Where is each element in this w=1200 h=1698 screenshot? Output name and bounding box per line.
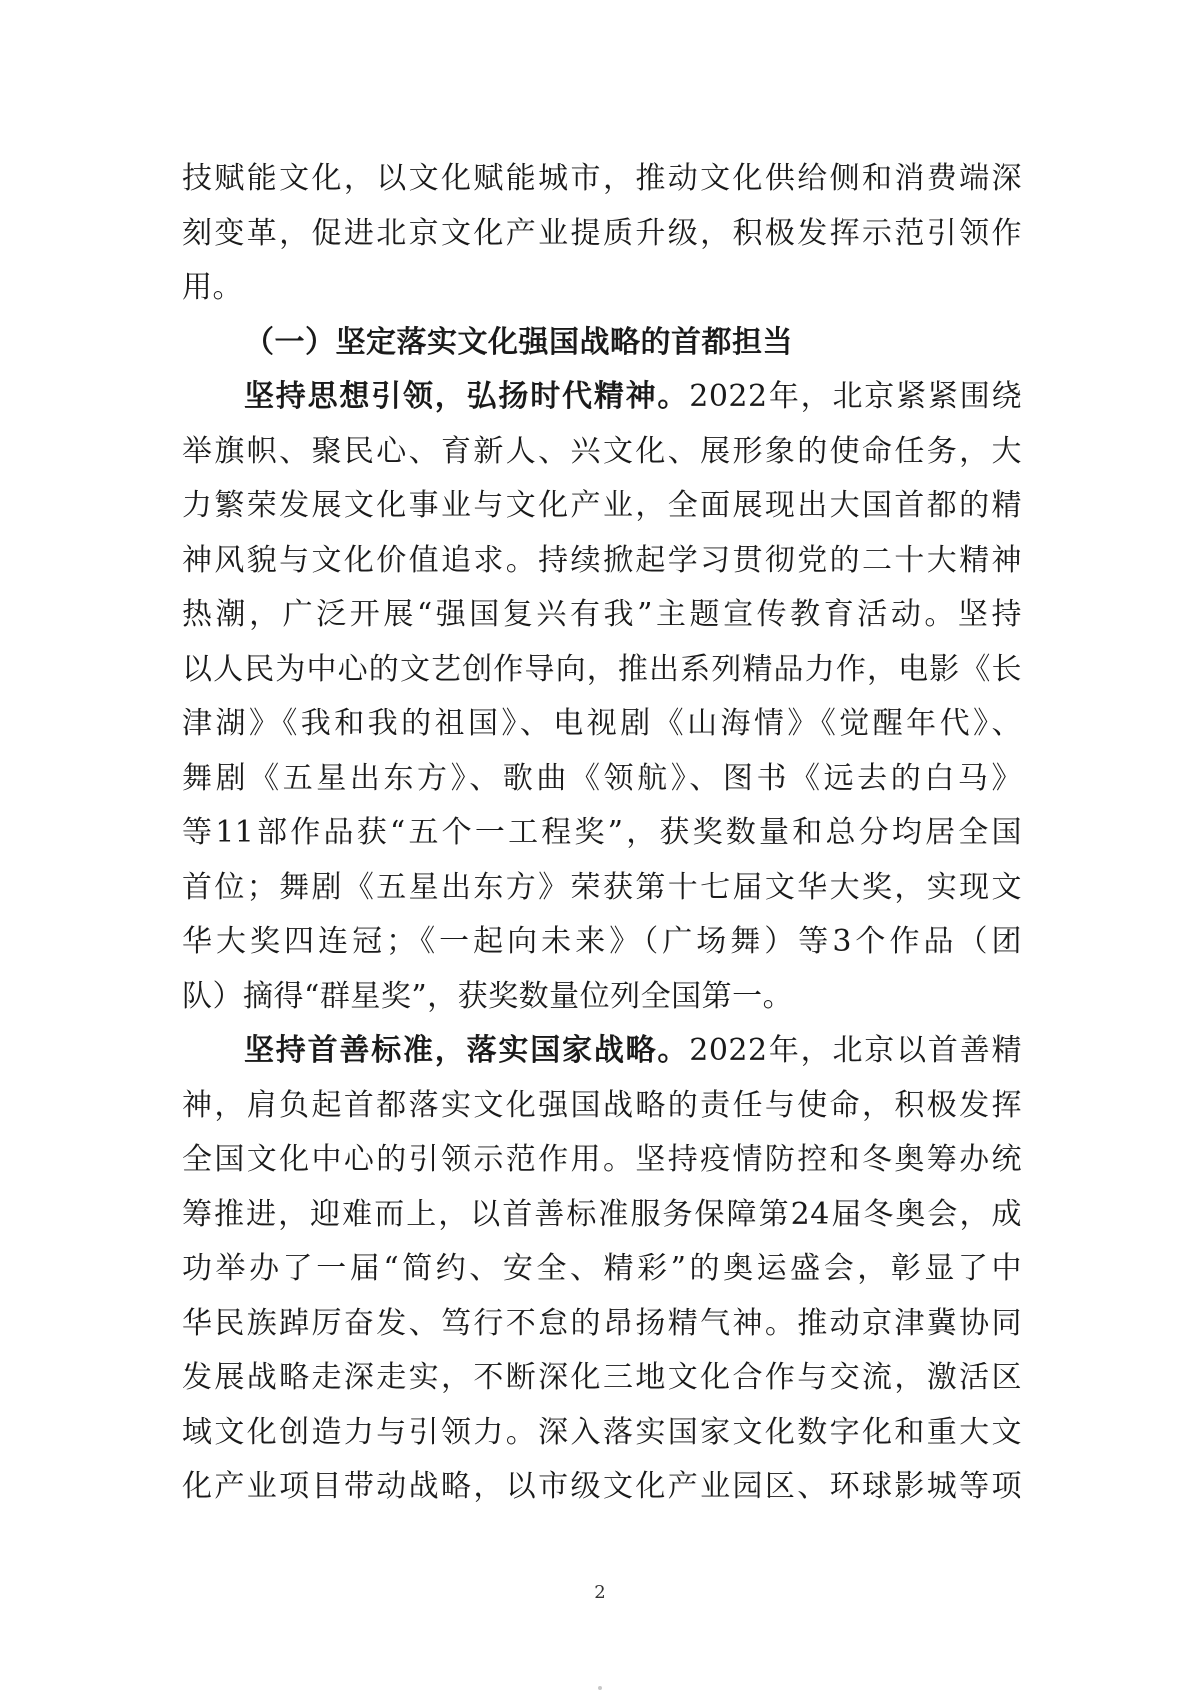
paragraph2-line: 全国文化中心的引领示范作用。坚持疫情防控和冬奥筹办统: [182, 1142, 1022, 1177]
paragraph1-line: 津湖》《我和我的祖国》、电视剧《山海情》《觉醒年代》、: [182, 706, 1022, 741]
paragraph1-line: 举旗帜、聚民心、育新人、兴文化、展形象的使命任务，大: [182, 433, 1022, 469]
paragraph1-line: 华大奖四连冠；《一起向未来》（广场舞）等3个作品（团: [182, 924, 1022, 959]
paragraph2-line: 域文化创造力与引领力。深入落实国家文化数字化和重大文: [182, 1414, 1022, 1450]
intro-line-3: 用。: [182, 270, 243, 305]
intro-line-2: 刻变革，促进北京文化产业提质升级，积极发挥示范引领作: [182, 215, 1022, 251]
paragraph1-line: 以人民为中心的文艺创作导向，推出系列精品力作，电影《长: [182, 651, 1022, 687]
paragraph2-line: 化产业项目带动战略，以市级文化产业园区、环球影城等项: [182, 1469, 1022, 1504]
paragraph1-line: 舞剧《五星出东方》、歌曲《领航》、图书《远去的白马》: [182, 760, 1022, 796]
paragraph1-line: 首位；舞剧《五星出东方》荣获第十七届文华大奖，实现文: [182, 869, 1022, 905]
paragraph2-lead: 坚持首善标准，落实国家战略。: [244, 1033, 690, 1068]
paragraph1-line: 等11部作品获“五个一工程奖”，获奖数量和总分均居全国: [182, 815, 1022, 850]
paragraph1-line: 神风貌与文化价值追求。持续掀起学习贯彻党的二十大精神: [182, 542, 1022, 578]
section-heading: （一）坚定落实文化强国战略的首都担当: [244, 324, 793, 360]
scroll-indicator-dot: [598, 1686, 602, 1690]
paragraph2-line: 功举办了一届“简约、安全、精彩”的奥运盛会，彰显了中: [182, 1251, 1022, 1286]
page-number: 2: [594, 1582, 606, 1603]
paragraph1-lead: 坚持思想引领，弘扬时代精神。: [244, 379, 690, 414]
paragraph2-line: 华民族踔厉奋发、笃行不怠的昂扬精气神。推动京津冀协同: [182, 1305, 1022, 1341]
paragraph1-line: 热潮，广泛开展“强国复兴有我”主题宣传教育活动。坚持: [182, 597, 1022, 632]
paragraph2-first-line: [182, 1024, 1022, 1079]
paragraph2-first-line-text: 2022年，北京以首善精: [689, 1033, 1022, 1068]
intro-line-1: 技赋能文化，以文化赋能城市，推动文化供给侧和消费端深: [182, 161, 1022, 196]
paragraph1-first-line: [182, 370, 1022, 425]
paragraph2-line: 筹推进，迎难而上，以首善标准服务保障第24届冬奥会，成: [182, 1196, 1022, 1232]
document-page: [182, 152, 1022, 1515]
paragraph1-first-line-text: 2022年，北京紧紧围绕: [689, 379, 1022, 414]
paragraph2-line: 发展战略走深走实，不断深化三地文化合作与交流，激活区: [182, 1360, 1022, 1395]
paragraph1-line: 队）摘得“群星奖”，获奖数量位列全国第一。: [182, 978, 794, 1014]
paragraph2-line: 神，肩负起首都落实文化强国战略的责任与使命，积极发挥: [182, 1087, 1022, 1123]
paragraph1-line: 力繁荣发展文化事业与文化产业，全面展现出大国首都的精: [182, 488, 1022, 523]
